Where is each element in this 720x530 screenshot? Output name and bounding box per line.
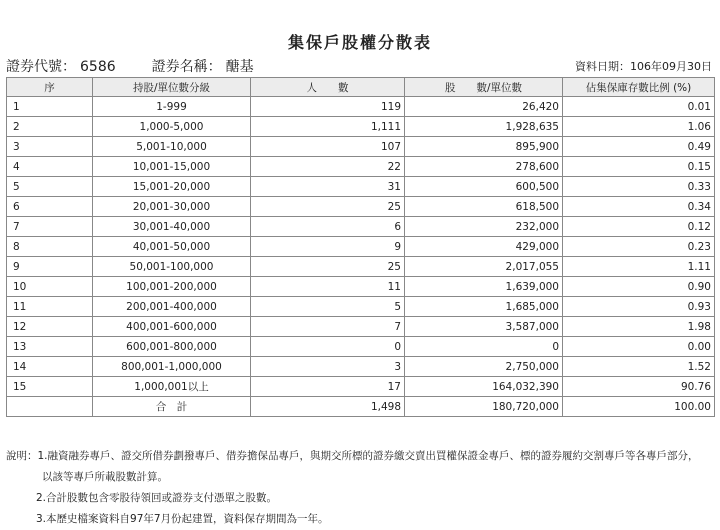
table-row — [7, 357, 715, 377]
row-shares: 600,500 — [405, 177, 563, 197]
row-people: 1,111 — [251, 117, 405, 137]
row-people: 119 — [251, 97, 405, 117]
table-row — [7, 197, 715, 217]
row-shares: 895,900 — [405, 137, 563, 157]
row-range: 40,001-50,000 — [93, 237, 251, 257]
row-shares: 3,587,000 — [405, 317, 563, 337]
table-row — [7, 257, 715, 277]
table-row — [7, 137, 715, 157]
data-date — [575, 58, 712, 74]
row-seq: 10 — [7, 277, 93, 297]
row-seq: 1 — [7, 97, 93, 117]
row-seq: 12 — [7, 317, 93, 337]
row-percent: 90.76 — [563, 377, 715, 397]
row-range: 800,001-1,000,000 — [93, 357, 251, 377]
row-seq: 9 — [7, 257, 93, 277]
row-shares: 429,000 — [405, 237, 563, 257]
row-shares: 0 — [405, 337, 563, 357]
notes — [6, 446, 699, 530]
row-people: 31 — [251, 177, 405, 197]
row-seq: 8 — [7, 237, 93, 257]
row-percent: 0.33 — [563, 177, 715, 197]
total-shares: 180,720,000 — [405, 397, 563, 417]
table-row — [7, 277, 715, 297]
row-percent: 1.06 — [563, 117, 715, 137]
header-shares: 股 數/單位數 — [405, 78, 563, 97]
date-label: 資料日期： — [575, 60, 630, 73]
total-percent: 100.00 — [563, 397, 715, 417]
table-row — [7, 217, 715, 237]
row-percent: 0.00 — [563, 337, 715, 357]
table-header-row — [7, 78, 715, 97]
total-row — [7, 397, 715, 417]
row-people: 17 — [251, 377, 405, 397]
row-people: 6 — [251, 217, 405, 237]
row-shares: 2,017,055 — [405, 257, 563, 277]
row-range: 1,000,001以上 — [93, 377, 251, 397]
security-info — [6, 56, 258, 76]
row-shares: 618,500 — [405, 197, 563, 217]
row-seq: 4 — [7, 157, 93, 177]
row-shares: 1,928,635 — [405, 117, 563, 137]
code-label: 證券代號： — [6, 59, 76, 75]
note-item: 1.融資融券專戶、證交所借券劃撥專戶、借券擔保品專戶，與期交所標的證券繳交賣出買權保證金專戶、標的證券履約交割專戶等各專戶部分， — [37, 450, 699, 462]
page-title: 集保戶股權分散表 — [287, 33, 432, 52]
row-people: 0 — [251, 337, 405, 357]
name-value: 醣基 — [225, 59, 254, 75]
row-range: 50,001-100,000 — [93, 257, 251, 277]
row-people: 22 — [251, 157, 405, 177]
row-people: 7 — [251, 317, 405, 337]
row-shares: 164,032,390 — [405, 377, 563, 397]
row-range: 20,001-30,000 — [93, 197, 251, 217]
row-seq: 15 — [7, 377, 93, 397]
row-range: 200,001-400,000 — [93, 297, 251, 317]
table-row — [7, 337, 715, 357]
table-row — [7, 297, 715, 317]
row-seq: 5 — [7, 177, 93, 197]
row-range: 600,001-800,000 — [93, 337, 251, 357]
code-value: 6586 — [80, 59, 116, 75]
row-seq: 7 — [7, 217, 93, 237]
header-range: 持股/單位數分級 — [93, 78, 251, 97]
row-percent: 0.49 — [563, 137, 715, 157]
total-label: 合 計 — [93, 397, 251, 417]
note-item: 以該等專戶所載股數計算。 — [42, 471, 168, 483]
header-percent: 佔集保庫存數比例 (%) — [563, 78, 715, 97]
note-item: 2.合計股數包含零股待領回或證券支付憑單之股數。 — [36, 492, 278, 504]
total-people: 1,498 — [251, 397, 405, 417]
row-range: 400,001-600,000 — [93, 317, 251, 337]
row-percent: 0.93 — [563, 297, 715, 317]
table-row — [7, 237, 715, 257]
row-seq: 3 — [7, 137, 93, 157]
row-shares: 1,685,000 — [405, 297, 563, 317]
total-empty — [7, 397, 93, 417]
row-range: 1-999 — [93, 97, 251, 117]
row-range: 15,001-20,000 — [93, 177, 251, 197]
row-people: 9 — [251, 237, 405, 257]
table-row — [7, 317, 715, 337]
row-seq: 11 — [7, 297, 93, 317]
note-item: 3.本歷史檔案資料自97年7月份起建置，資料保存期間為一年。 — [36, 513, 329, 525]
table-row — [7, 377, 715, 397]
row-shares: 26,420 — [405, 97, 563, 117]
row-people: 25 — [251, 197, 405, 217]
row-percent: 1.11 — [563, 257, 715, 277]
name-label: 證券名稱： — [151, 59, 222, 75]
row-percent: 0.15 — [563, 157, 715, 177]
row-shares: 232,000 — [405, 217, 563, 237]
row-people: 5 — [251, 297, 405, 317]
row-seq: 6 — [7, 197, 93, 217]
date-value: 106年09月30日 — [630, 60, 712, 73]
table-row — [7, 117, 715, 137]
row-percent: 1.98 — [563, 317, 715, 337]
row-shares: 1,639,000 — [405, 277, 563, 297]
row-range: 30,001-40,000 — [93, 217, 251, 237]
row-percent: 0.12 — [563, 217, 715, 237]
row-people: 25 — [251, 257, 405, 277]
header-people: 人 數 — [251, 78, 405, 97]
row-people: 11 — [251, 277, 405, 297]
row-percent: 0.90 — [563, 277, 715, 297]
row-seq: 14 — [7, 357, 93, 377]
row-people: 3 — [251, 357, 405, 377]
table-row — [7, 177, 715, 197]
row-percent: 1.52 — [563, 357, 715, 377]
row-percent: 0.01 — [563, 97, 715, 117]
header-seq: 序 — [7, 78, 93, 97]
distribution-table — [6, 77, 715, 417]
row-range: 1,000-5,000 — [93, 117, 251, 137]
row-range: 100,001-200,000 — [93, 277, 251, 297]
row-shares: 278,600 — [405, 157, 563, 177]
notes-label: 說明： — [6, 450, 38, 462]
row-seq: 13 — [7, 337, 93, 357]
row-shares: 2,750,000 — [405, 357, 563, 377]
table-row — [7, 97, 715, 117]
row-percent: 0.34 — [563, 197, 715, 217]
row-seq: 2 — [7, 117, 93, 137]
row-people: 107 — [251, 137, 405, 157]
row-percent: 0.23 — [563, 237, 715, 257]
row-range: 10,001-15,000 — [93, 157, 251, 177]
row-range: 5,001-10,000 — [93, 137, 251, 157]
table-row — [7, 157, 715, 177]
